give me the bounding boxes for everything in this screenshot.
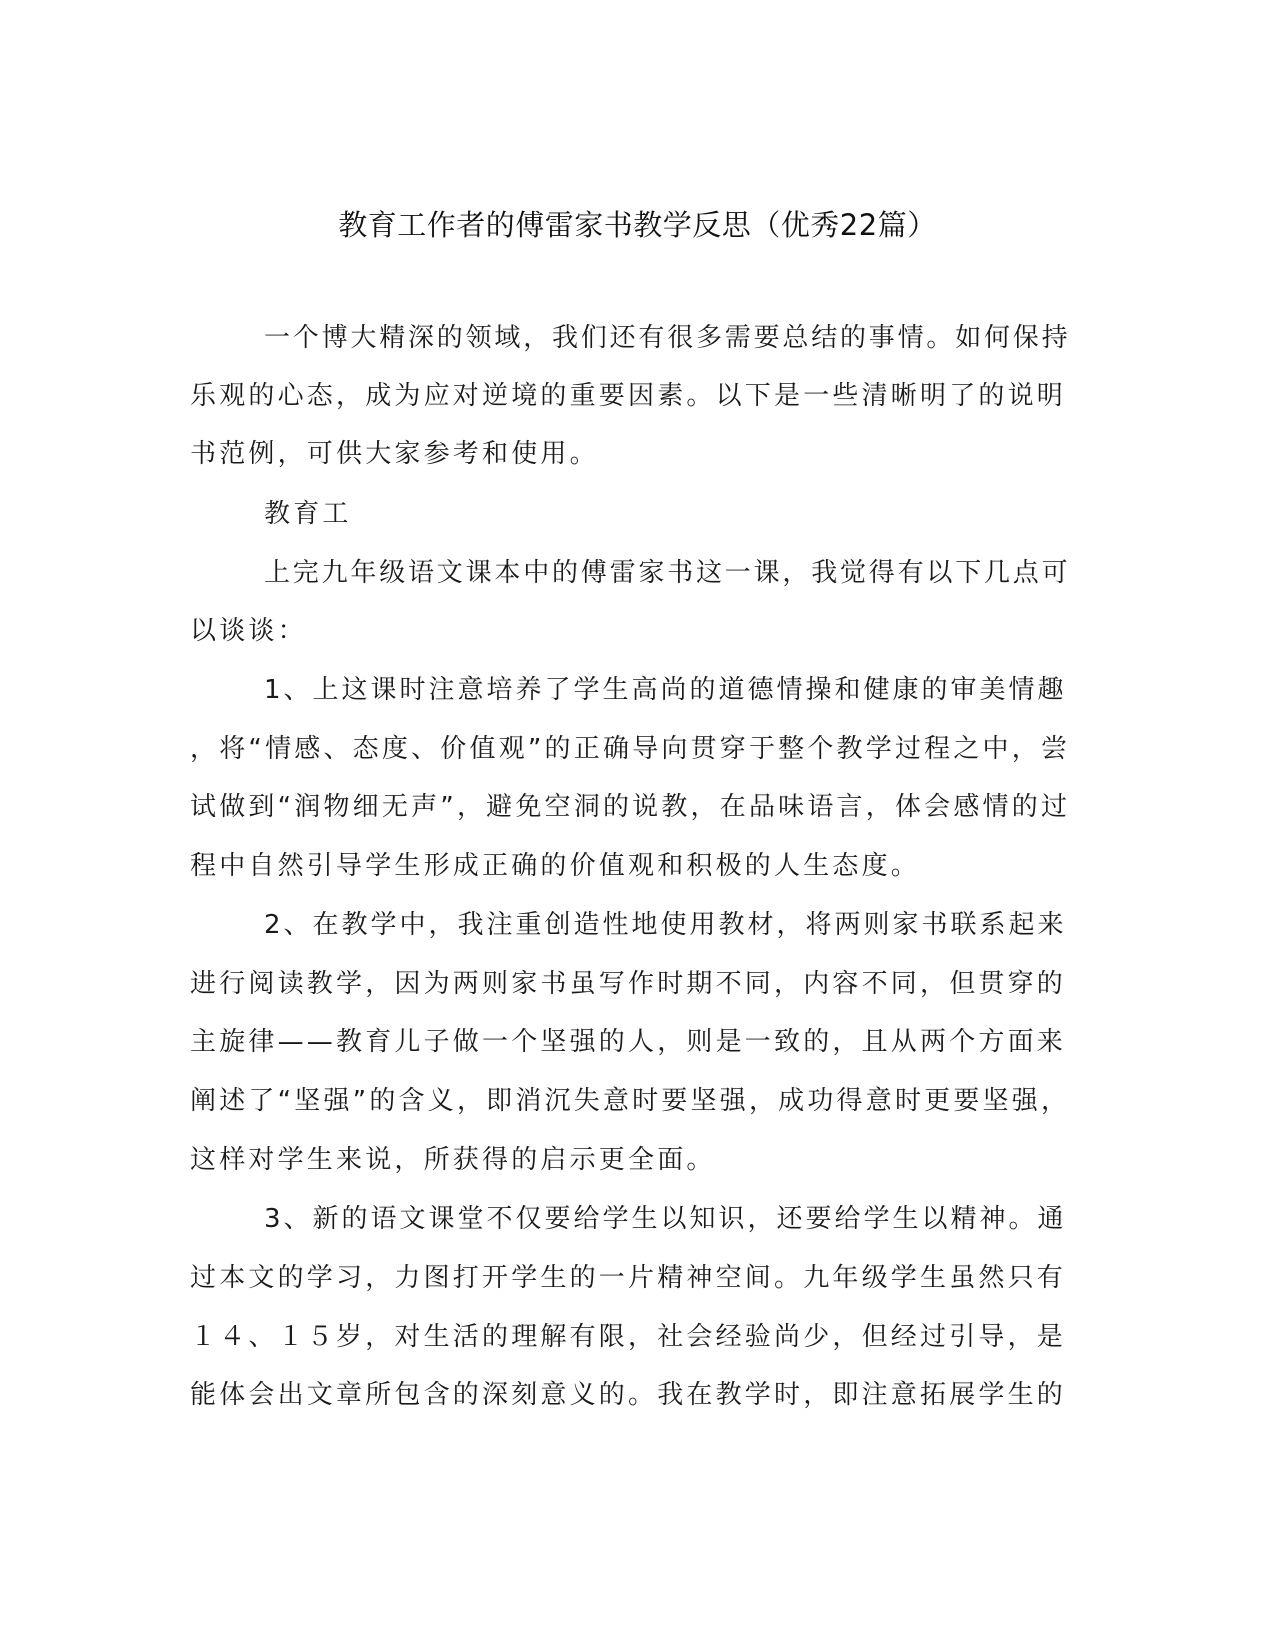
paragraph-line: 上完九年级语文课本中的傅雷家书这一课，我觉得有以下几点可 <box>264 558 1071 588</box>
paragraph-line: 过本文的学习，力图打开学生的一片精神空间。九年级学生虽然只有 <box>190 1263 1067 1293</box>
paragraph-line: 这样对学生来说，所获得的启示更全面。 <box>190 1145 716 1175</box>
document-title: 教育工作者的傅雷家书教学反思（优秀22篇） <box>338 208 937 242</box>
paragraph-line: 进行阅读教学，因为两则家书虽写作时期不同，内容不同，但贯穿的 <box>190 969 1067 999</box>
paragraph-line: 书范例，可供大家参考和使用。 <box>190 439 599 469</box>
paragraph-line: 程中自然引导学生形成正确的价值观和积极的人生态度。 <box>190 851 921 881</box>
paragraph-line: ，将“情感、态度、价值观”的正确导向贯穿于整个教学过程之中，尝 <box>190 734 1071 764</box>
paragraph-line: 3、新的语文课堂不仅要给学生以知识，还要给学生以精神。通 <box>264 1204 1067 1234</box>
paragraph-line: 以谈谈： <box>190 616 307 646</box>
paragraph-line: 试做到“润物细无声”，避免空洞的说教，在品味语言，体会感情的过 <box>190 792 1071 822</box>
paragraph-line: 2、在教学中，我注重创造性地使用教材，将两则家书联系起来 <box>264 910 1067 940</box>
paragraph-line: 阐述了“坚强”的含义，即消沉失意时要坚强，成功得意时更要坚强， <box>190 1086 1071 1116</box>
paragraph-line: 乐观的心态，成为应对逆境的重要因素。以下是一些清晰明了的说明 <box>190 381 1067 411</box>
paragraph-line: 一个博大精深的领域，我们还有很多需要总结的事情。如何保持 <box>264 323 1071 353</box>
paragraph-line: 能体会出文章所包含的深刻意义的。我在教学时，即注意拓展学生的 <box>190 1380 1067 1410</box>
paragraph-line: 1、上这课时注意培养了学生高尚的道德情操和健康的审美情趣 <box>264 675 1067 705</box>
paragraph-line: １４、１５岁，对生活的理解有限，社会经验尚少，但经过引导，是 <box>190 1322 1067 1352</box>
paragraph-line: 主旋律——教育儿子做一个坚强的人，则是一致的，且从两个方面来 <box>190 1027 1067 1057</box>
paragraph-line: 教育工 <box>264 499 352 529</box>
